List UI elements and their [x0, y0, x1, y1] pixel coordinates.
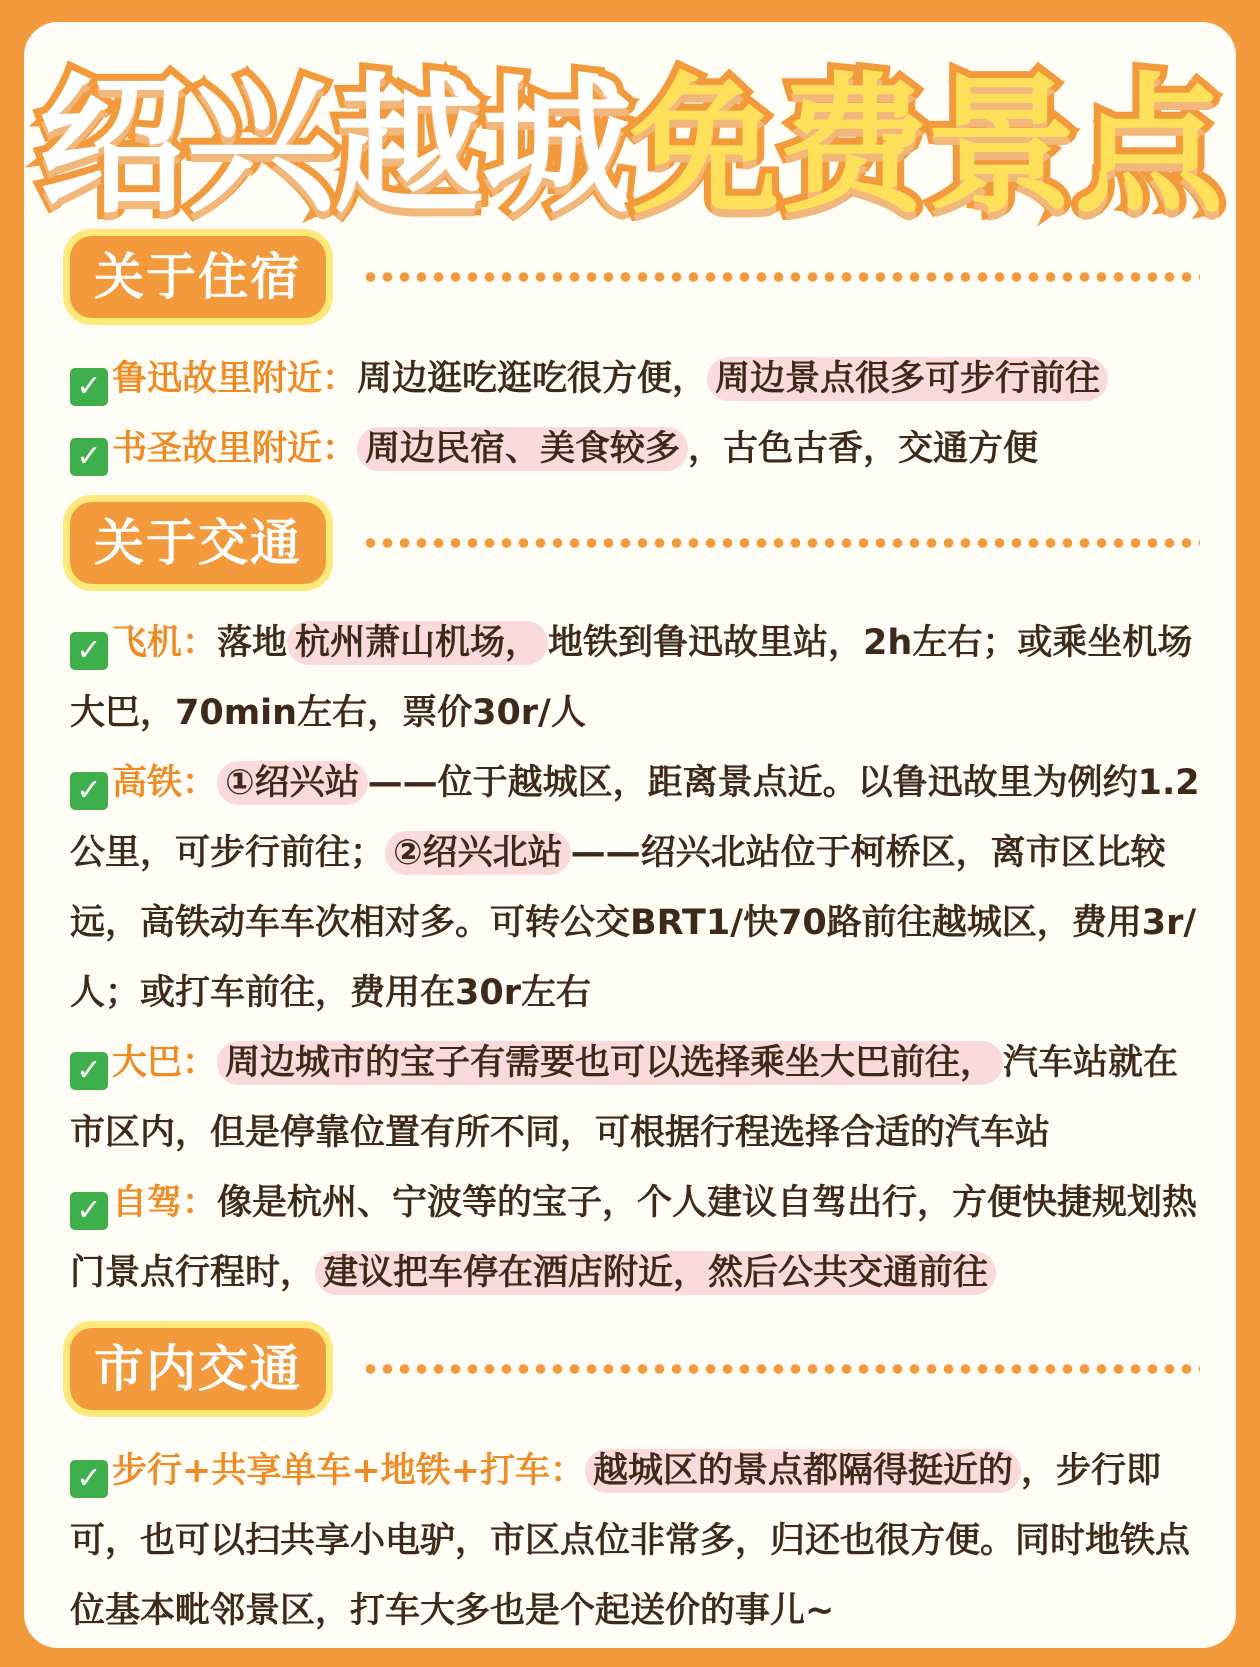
- lodging-item-luxun: [70, 344, 1210, 414]
- transport-item-train: [70, 748, 1210, 1028]
- item-highlight: 周边景点很多可步行前往: [707, 357, 1108, 401]
- item-text: ，步行即可，也可以扫共享小电驴，市区点位非常多，归还也很方便。同时地铁点位基本毗邻景区，打车大多也是个起送价的事儿~: [70, 1451, 1191, 1631]
- item-text: ，古色古香，交通方便: [688, 429, 1039, 469]
- title-part2: 免费景点: [630, 60, 1223, 234]
- section-header-transport: [70, 502, 1200, 588]
- section-title-transport: 关于交通: [70, 502, 326, 584]
- check-icon: ✓: [70, 438, 108, 476]
- item-label: 高铁：: [112, 763, 218, 803]
- dotted-divider: [362, 1364, 1200, 1374]
- item-label: 步行+共享单车+地铁+打车：: [112, 1451, 585, 1491]
- transport-item-plane: [70, 608, 1210, 748]
- item-highlight: 周边城市的宝子有需要也可以选择乘坐大巴前往，: [217, 1041, 1003, 1085]
- item-highlight: 建议把车停在酒店附近，然后公共交通前往: [315, 1251, 996, 1295]
- item-highlight: 杭州萧山机场，: [287, 621, 548, 665]
- section-header-lodging: [70, 236, 1200, 322]
- item-highlight: ②绍兴北站: [385, 831, 571, 875]
- check-icon: ✓: [70, 1192, 108, 1230]
- item-text: ——绍兴北站位于柯桥区，离市区比较远，高铁动车车次相对多。可转公交BRT1/快70路前往越城区，费用3r/人；或打车前往，费用在30r左右: [70, 833, 1197, 1013]
- lodging-item-shusheng: [70, 414, 1210, 484]
- item-label: 书圣故里附近：: [112, 429, 358, 469]
- item-highlight: 周边民宿、美食较多: [357, 427, 688, 471]
- item-label: 大巴：: [112, 1043, 218, 1083]
- item-label: 飞机：: [112, 623, 218, 663]
- page-title: [24, 62, 1236, 232]
- item-highlight: ①绍兴站: [217, 761, 368, 805]
- check-icon: ✓: [70, 632, 108, 670]
- dotted-divider: [362, 272, 1200, 282]
- check-icon: ✓: [70, 1052, 108, 1090]
- section-title-lodging: 关于住宿: [70, 236, 326, 318]
- item-text: 周边逛吃逛吃很方便，: [357, 359, 708, 399]
- check-icon: ✓: [70, 1460, 108, 1498]
- item-text: 落地: [217, 623, 288, 663]
- item-text: 汽车站就在市区内，但是停靠位置有所不同，可根据行程选择合适的汽车站: [70, 1043, 1179, 1153]
- title-part1: 绍兴越城: [37, 60, 630, 234]
- item-text: 像是杭州、宁波等的宝子，个人建议自驾出行，方便快捷规划热门景点行程时，: [70, 1183, 1198, 1293]
- item-text: ——位于越城区，距离景点近。以鲁迅故里为例约1.2公里，可步行前往；: [70, 763, 1200, 873]
- section-header-city: [70, 1328, 1200, 1414]
- city-item-transport: [70, 1436, 1210, 1646]
- item-label: 自驾：: [112, 1183, 218, 1223]
- item-highlight: 越城区的景点都隔得挺近的: [585, 1449, 1021, 1493]
- transport-item-bus: [70, 1028, 1210, 1168]
- item-text: 地铁到鲁迅故里站，2h左右；或乘坐机场大巴，70min左右，票价30r/人: [70, 623, 1193, 733]
- check-icon: ✓: [70, 772, 108, 810]
- section-title-city: 市内交通: [70, 1328, 326, 1410]
- content-card: [24, 22, 1236, 1648]
- check-icon: ✓: [70, 368, 108, 406]
- item-label: 鲁迅故里附近：: [112, 359, 358, 399]
- dotted-divider: [362, 538, 1200, 548]
- transport-item-drive: [70, 1168, 1210, 1308]
